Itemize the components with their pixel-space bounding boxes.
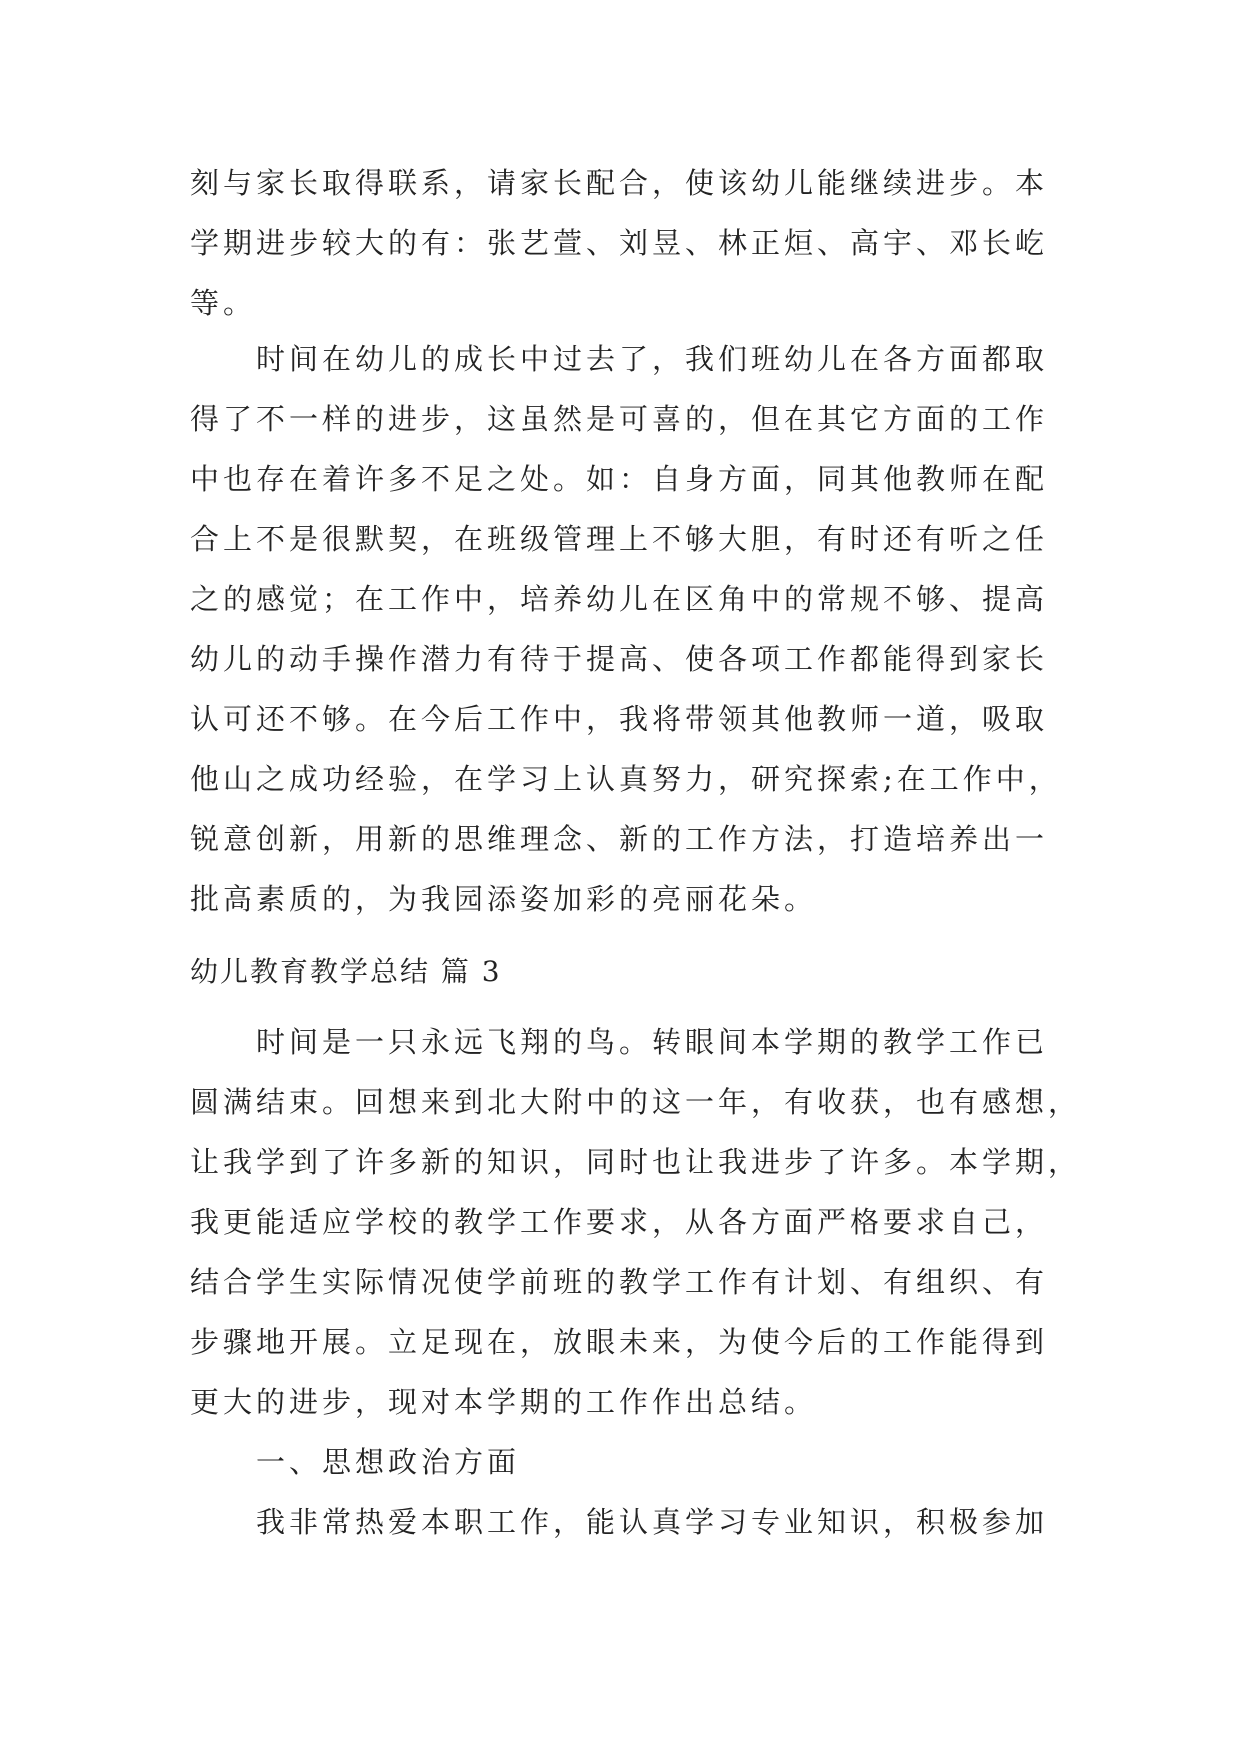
text-line: 步骤地开展。立足现在，放眼未来，为使今后的工作能得到 (190, 1325, 1049, 1359)
paragraph-3 (190, 1012, 1082, 1552)
text-line: 批高素质的，为我园添姿加彩的亮丽花朵。 (190, 882, 818, 916)
text-line: 合上不是很默契，在班级管理上不够大胆，有时还有听之任 (190, 522, 1049, 556)
text-line: 时间在幼儿的成长中过去了，我们班幼儿在各方面都取 (256, 342, 1049, 376)
text-line: 幼儿的动手操作潜力有待于提高、使各项工作都能得到家长 (190, 642, 1049, 676)
text-line: 我更能适应学校的教学工作要求，从各方面严格要求自己， (190, 1205, 1049, 1239)
text-line: 时间是一只永远飞翔的鸟。转眼间本学期的教学工作已 (256, 1025, 1049, 1059)
subsection-title: 一、思想政治方面 (256, 1445, 521, 1479)
text-line: 圆满结束。回想来到北大附中的这一年，有收获，也有感想， (190, 1085, 1082, 1119)
text-line: 让我学到了许多新的知识，同时也让我进步了许多。本学期， (190, 1145, 1082, 1179)
text-line: 学期进步较大的有：张艺萱、刘昱、林正烜、高宇、邓长屹 (190, 226, 1049, 260)
text-line: 刻与家长取得联系，请家长配合，使该幼儿能继续进步。本 (190, 166, 1049, 200)
text-line: 等。 (190, 286, 257, 320)
text-line: 中也存在着许多不足之处。如：自身方面，同其他教师在配 (190, 462, 1049, 496)
paragraph-1 (190, 153, 1060, 333)
text-line: 结合学生实际情况使学前班的教学工作有计划、有组织、有 (190, 1265, 1049, 1299)
text-line: 之的感觉；在工作中，培养幼儿在区角中的常规不够、提高 (190, 582, 1049, 616)
section-heading: 幼儿教育教学总结 篇 3 (190, 955, 502, 988)
paragraph-2 (190, 329, 1060, 929)
text-line: 锐意创新，用新的思维理念、新的工作方法，打造培养出一 (190, 822, 1049, 856)
text-line: 认可还不够。在今后工作中，我将带领其他教师一道，吸取 (190, 702, 1049, 736)
text-line: 他山之成功经验，在学习上认真努力，研究探索;在工作中， (190, 762, 1062, 796)
text-line: 我非常热爱本职工作，能认真学习专业知识，积极参加 (256, 1505, 1049, 1539)
text-line: 得了不一样的进步，这虽然是可喜的，但在其它方面的工作 (190, 402, 1049, 436)
text-line: 更大的进步，现对本学期的工作作出总结。 (190, 1385, 818, 1419)
